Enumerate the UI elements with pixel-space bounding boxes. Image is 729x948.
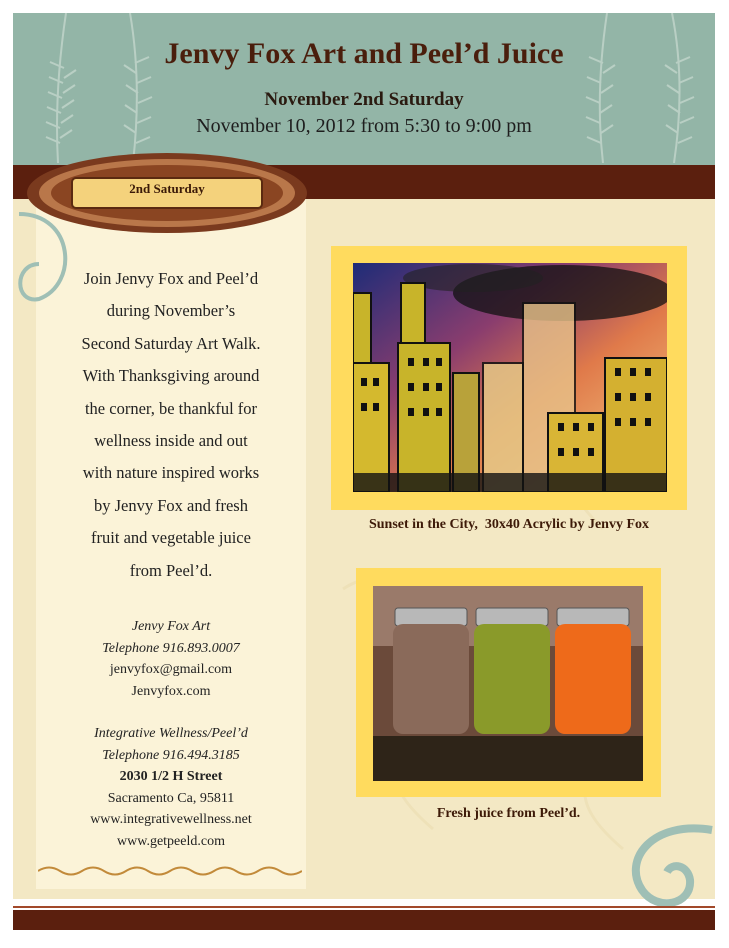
intro-line: by Jenvy Fox and fresh (94, 495, 248, 515)
contact-website[interactable]: www.integrativewellness.net (90, 812, 252, 827)
contact-website[interactable]: www.getpeeld.com (117, 833, 225, 849)
contact-city: Sacramento Ca, 95811 (107, 790, 235, 806)
fern-ornament (648, 13, 708, 163)
painting-image (353, 263, 667, 492)
flyer-title: Jenvy Fox Art and Peel’d Juice (164, 37, 564, 70)
contact-name: Jenvy Fox Art (131, 619, 211, 634)
ornamental-border (38, 864, 302, 878)
intro-line: Second Saturday Art Walk. (81, 333, 261, 353)
painting-frame (331, 246, 687, 510)
fern-ornament (108, 13, 168, 163)
juice-caption: Fresh juice from Peel’d. (436, 806, 581, 821)
header-banner (13, 13, 715, 165)
contact-phone: Telephone 916.893.0007 (102, 640, 240, 656)
intro-line: with nature inspired works (82, 463, 260, 483)
intro-line: from Peel’d. (129, 560, 213, 580)
contact-website[interactable]: Jenvyfox.com (131, 683, 211, 699)
contact-street: 2030 1/2 H Street (119, 769, 223, 784)
contact-email[interactable]: jenvyfox@gmail.com (109, 662, 233, 677)
juice-photo-frame (356, 568, 661, 797)
intro-line: Join Jenvy Fox and Peel’d (83, 269, 259, 288)
intro-paragraph (40, 263, 302, 587)
footer-rule (13, 906, 715, 908)
intro-line: the corner, be thankful for (84, 398, 258, 418)
fern-ornament (573, 13, 633, 163)
intro-line: during November’s (106, 301, 236, 321)
event-date: November 10, 2012 from 5:30 to 9:00 pm (196, 115, 532, 137)
footer-band (13, 910, 715, 930)
contact-phone: Telephone 916.494.3185 (102, 747, 240, 763)
event-subtitle: November 2nd Saturday (264, 89, 464, 110)
painting-caption: Sunset in the City, 30x40 Acrylic by Jenvy Fox (368, 517, 649, 532)
contact-art-block (40, 616, 302, 702)
fern-ornament (28, 13, 88, 163)
contact-name: Integrative Wellness/Peel’d (94, 726, 248, 741)
juice-photo-image (373, 586, 643, 781)
intro-line: wellness inside and out (94, 431, 248, 451)
teal-swirl-ornament (612, 820, 717, 920)
badge-label: 2nd Saturday (129, 181, 205, 196)
intro-line: With Thanksgiving around (82, 366, 260, 386)
contact-juice-block (40, 723, 302, 852)
intro-line: fruit and vegetable juice (91, 528, 251, 548)
